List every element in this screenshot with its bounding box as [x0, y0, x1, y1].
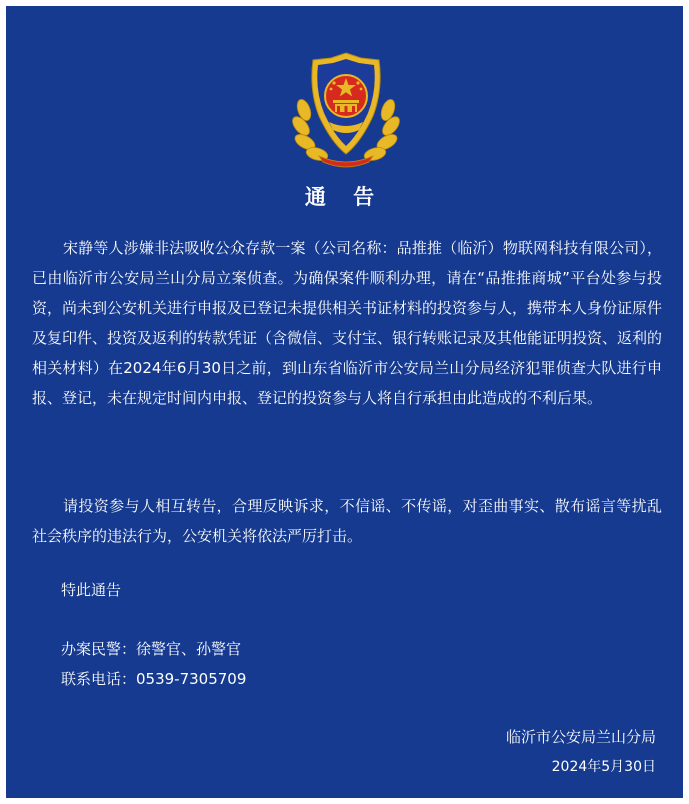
contact-phone: 联系电话：0539-7305709 — [61, 670, 247, 688]
notice-page — [6, 6, 683, 798]
notice-paragraph-2: 请投资参与人相互转告，合理反映诉求，不信谣、不传谣，对歪曲事实、散布谣言等扰乱社会秩序的违法行为，公安机关将依法严厉打击。 — [32, 497, 662, 545]
notice-closing: 特此通告 — [61, 581, 122, 599]
notice-date: 2024年5月30日 — [551, 759, 656, 775]
notice-title: 通 告 — [304, 185, 385, 209]
case-officers: 办案民警：徐警官、孙警官 — [61, 640, 242, 658]
issuing-organization: 临沂市公安局兰山分局 — [505, 728, 656, 746]
police-badge-icon — [291, 50, 401, 168]
notice-paragraph-1: 宋静等人涉嫌非法吸收公众存款一案（公司名称：品推推（临沂）物联网科技有限公司），已由临沂市公安局兰山分局立案侦查。为确保案件顺利办理，请在“品推推商城”平台处参与投资，尚未到公安机关进行申报及已登记未提供相关书证材料的投资参与人，携带本人身份证原件及复印件、投资及返利的转款凭证（含微信、支付宝、银行转账记录及其他能证明投资、返利的相关材料）在2024年6月30日之前，到山东省临沂市公安局兰山分局经济犯罪侦查大队进行申报、登记，未在规定时间内申报、登记的投资参与人将自行承担由此造成的不利后果。 — [32, 239, 663, 407]
